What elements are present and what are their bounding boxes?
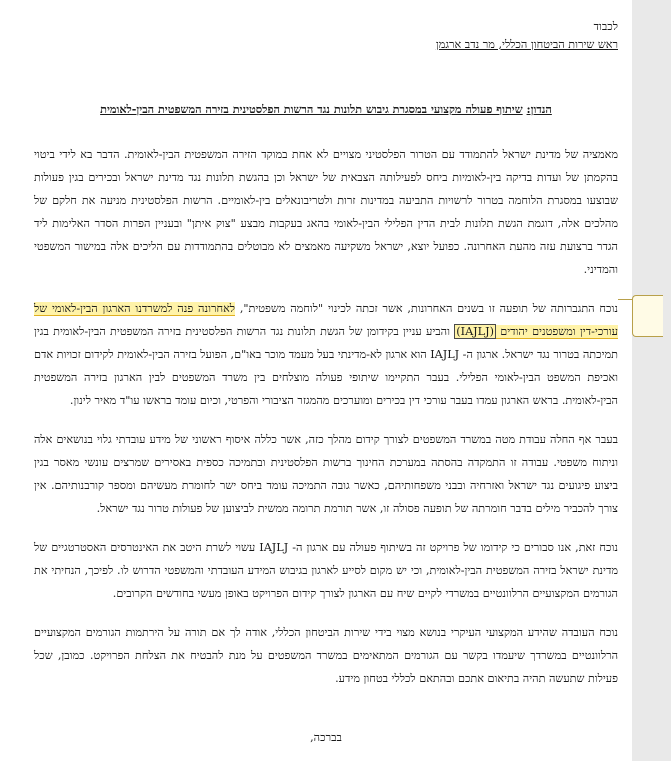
comment-balloon[interactable]	[632, 295, 663, 337]
paragraph-2	[34, 297, 618, 412]
paragraph-2-end: והביע עניין בקידומן של הגשת תלונות נגד הרשות הפלסטינית בזירה המשפטית הבין-לאומית בגין תמיכתה בטרור נגד ישראל. ארגון ה- IAJLJ הוא ארגון לא-מדינתי בעל מעמד מוכר באו"ם, הפועל בזירה הבין-לאומית לקידום זכויות אדם ואכיפת המשפט הבין-לאומי הפלילי. בעבר התקיימו שיתופי פעולה מוצלחים בין משרד המשפטים לבין הארגון בזירה המשפטית הבין-לאומית. בראש הארגון עמדו בעבר עורכי דין בכירים ומוערכים מהמגזר הציבורי והפרטי, וכיום עומד בראשו עו"ד מאיר לינון.	[34, 325, 618, 407]
closing: בברכה,	[310, 731, 342, 744]
commented-text-a: לאחרונה פנה למשרדנו הארגון הבין-לאומי של עורכי-דין ומשפטנים יהודים	[34, 302, 618, 338]
comment-margin	[632, 0, 671, 761]
salutation: לכבוד	[593, 20, 618, 33]
paragraph-3: בעבר אף החלה עבודת מטה במשרד המשפטים לצורך קידום מהלך כזה, אשר כללה איסוף ראשוני של מידע עובדתי גלוי בנושאים אלה וניתוח משפטי. עבודה זו התמקדה בהסתה במערכת החינוך ברשות הפלסטינית ובתמיכה כספית באסירים שמרצים עונשי מאסר בגין ביצוע פיגועים נגד ישראל ואזרחיה ובבני משפחותיהם, כאשר גובה התמיכה עומד ביחס ישר לחומרת מעשיהם ומספר קורבנותיהם. אין צורך להכביר מילים בדבר חומרתה של תופעה פסולה זו, אשר תורמת תרומה ממשית לביצוען של פעולות טרור נגד ישראל.	[34, 433, 618, 515]
paragraph-1: מאמציה של מדינת ישראל להתמודד עם הטרור הפלסטיני מצויים לא אחת במוקד הזירה המשפטית הבין-לאומית. הדבר בא לידי ביטוי בהקמתן של ועדות בדיקה בין-לאומיות ביחס לפעילותה הצבאית של ישראל וכן בהגשת תלונות נגד מדינת ישראל ובכירים בגין פעולות שבוצעו במסגרת הלוחמה בטרור לרשויות התביעה במדינות זרות ולטריבונאלים בין-לאומיים. הרשות הפלסטינית מניעה את חלקם של מהלכים אלה, דוגמת הגשת תלונות לבית הדין הפלילי הבין-לאומי בהאג בעקבות מבצע "צוק איתן" ובעניין הפרות הסדר האלימות ליד הגדר ברצועת עזה מהעת האחרונה. כפועל יוצא, ישראל משקיעה מאמצים לא מבוטלים בהתמודדות עם הליכים אלה במישור המשפטי והמדיני.	[34, 148, 618, 276]
subject-text: שיתוף פעולה מקצועי במסגרת גיבוש תלונות נגד הרשות הפלסטינית בזירה המשפטית הבין-לאומית	[100, 102, 523, 116]
paragraph-5: נוכח העובדה שהידע המקצועי העיקרי בנושא מצוי בידי שירות הביטחון הכללי, אודה לך אם תורה על הירתמות הגורמים המקצועיים הרלוונטיים במשרדך שיעמדו בקשר עם הגורמים המתאימים במשרד המשפטים על מנת להבטיח את הצלחת הפרויקט. כמובן, שכל פעילות שתעשה תהיה בתיאום אתכם ובהתאם לכללי בטחון מידע.	[34, 626, 618, 685]
paragraph-2-start: נוכח התגברותה של תופעה זו בשנים האחרונות, אשר זכתה לכינוי "לוחמה משפטית",	[235, 302, 618, 315]
letter-body	[34, 18, 618, 749]
commented-text-b: (IAJLJ)	[456, 325, 494, 338]
comment-connector	[618, 299, 632, 300]
subject-label: הנדון:	[526, 102, 552, 116]
paragraph-4: נוכח זאת, אנו סבורים כי קידומו של פרויקט זה בשיתוף פעולה עם ארגון ה- IAJLJ עשוי לשרת היטב את האינטרסים האסטרטגיים של מדינת ישראל בזירה המשפטית הבין-לאומית, וכי יש מקום לסייע לארגון בגיבוש המידע העובדתי והמשפטי הדרוש לו. לפיכך, הנחיתי את הגורמים המקצועיים הרלוונטיים במשרדי לקיים שיח עם הארגון לצורך קידום הפרויקט באופן מעשי בחודשים הקרובים.	[34, 541, 618, 600]
subject-line	[34, 98, 618, 121]
address-block	[34, 18, 618, 54]
recipient: ראש שירות הביטחון הכללי, מר נדב ארגמן	[435, 38, 618, 51]
